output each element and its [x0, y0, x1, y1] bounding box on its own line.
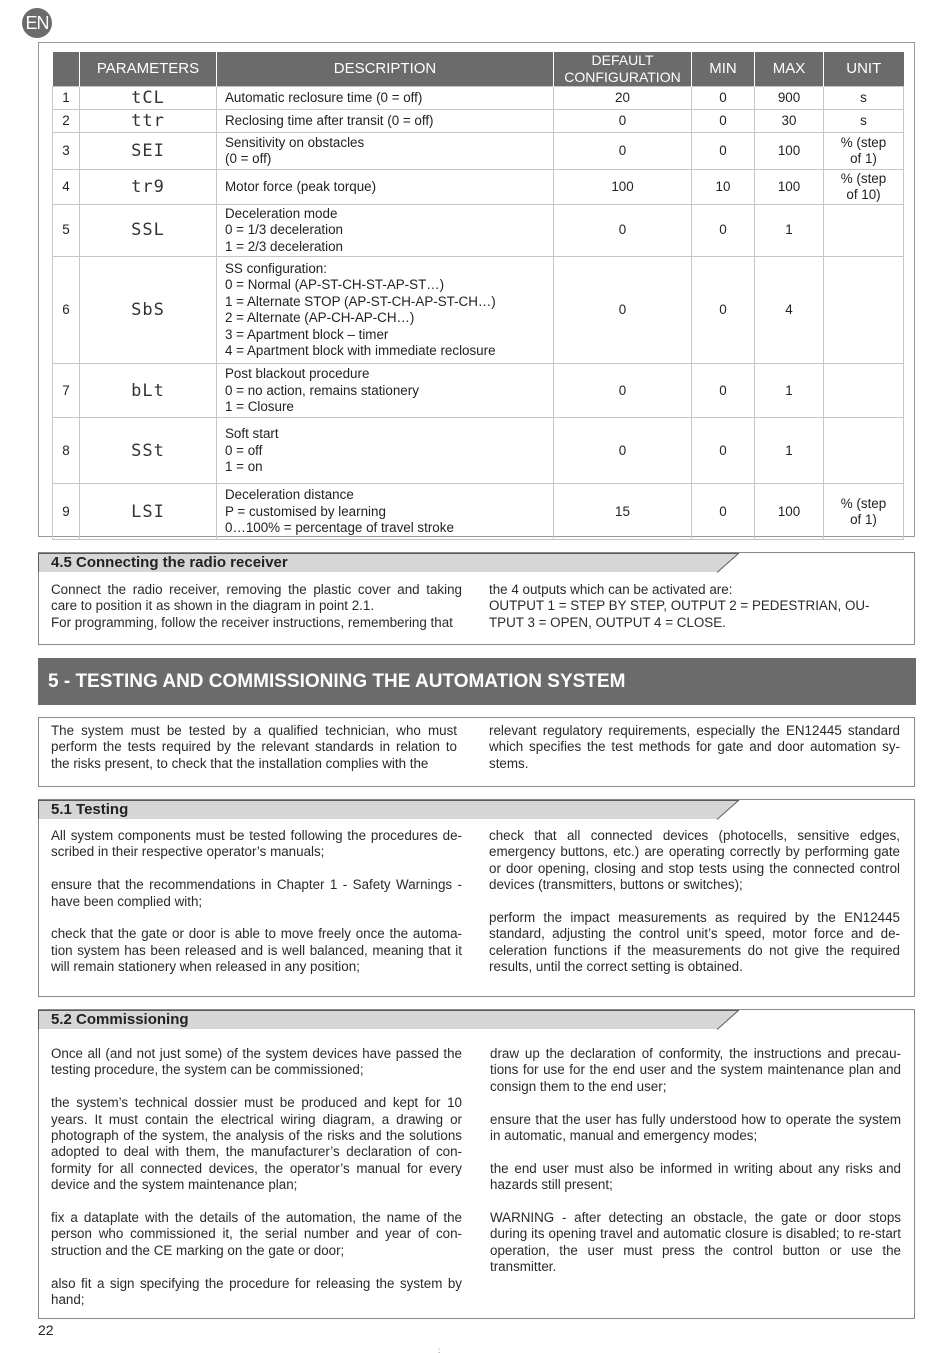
row-number: 7: [53, 364, 80, 418]
unit-value: s: [824, 110, 904, 133]
default-value: 0: [554, 364, 692, 418]
paragraph: perform the impact measurements as required by the EN12445 standard, adjusting the control unit’s speed, motor force and de-celeration functions if the measurements do not give the required results, until the correct setting is obtained.: [489, 910, 900, 975]
min-value: 0: [692, 110, 755, 133]
header-unit: UNIT: [824, 52, 904, 87]
row-number: 9: [53, 484, 80, 540]
paragraph: fix a dataplate with the details of the automation, the name of the person who commissioned it, the serial number and year of con-struction and the CE marking on the gate or door;: [51, 1210, 462, 1258]
min-value: 0: [692, 133, 755, 170]
max-value: 100: [755, 484, 824, 540]
section-4-5-left-text: Connect the radio receiver, removing the plastic cover and taking care to position it as shown in the diagram in point 2.1. For programming, follow the receiver instructions, remembering that: [51, 582, 462, 630]
parameter-code: SSL: [80, 205, 217, 257]
row-number: 3: [53, 133, 80, 170]
parameter-code: ttr: [80, 110, 217, 133]
row-number: 5: [53, 205, 80, 257]
parameter-description: Reclosing time after transit (0 = off): [217, 110, 554, 133]
row-number: 6: [53, 257, 80, 364]
table-row: [53, 110, 904, 133]
default-value: 0: [554, 418, 692, 484]
default-value: 100: [554, 170, 692, 205]
section-5-1-right-text: [489, 828, 900, 976]
paragraph: draw up the declaration of conformity, the instructions and precau-tions for use for the end user and the system maintenance plan and consign them to the end user;: [490, 1046, 901, 1094]
paragraph: check that the gate or door is able to move freely once the automa-tion system has been released and is well balanced, meaning that it will remain stationery when released in any position;: [51, 926, 462, 975]
parameter-description: Automatic reclosure time (0 = off): [217, 87, 554, 110]
parameter-description: Motor force (peak torque): [217, 170, 554, 205]
table-row: [53, 170, 904, 205]
section-5-1-title: 5.1 Testing: [51, 801, 129, 818]
min-value: 0: [692, 484, 755, 540]
row-number: 1: [53, 87, 80, 110]
paragraph: the end user must also be informed in writing about any risks and hazards still present;: [490, 1160, 901, 1193]
language-badge: EN: [22, 8, 52, 38]
max-value: 1: [755, 364, 824, 418]
parameter-description: Soft start 0 = off 1 = on: [217, 418, 554, 484]
table-row: [53, 484, 904, 540]
parameters-table: [52, 52, 904, 540]
min-value: 0: [692, 205, 755, 257]
section-5-banner: 5 - TESTING AND COMMISSIONING THE AUTOMATION SYSTEM: [38, 658, 916, 705]
parameter-code: tCL: [80, 87, 217, 110]
default-value: 0: [554, 110, 692, 133]
section-5-1-left-text: [51, 828, 462, 976]
default-value: 0: [554, 257, 692, 364]
section-4-5-right-text: the 4 outputs which can be activated are: OUTPUT 1 = STEP BY STEP, OUTPUT 2 = PEDESTRIAN, OU-TPUT 3 = OPEN, OUTPUT 4 = CLOSE.: [489, 582, 870, 630]
heading-tab-edge: [717, 800, 740, 820]
paragraph: Once all (and not just some) of the system devices have passed the testing procedure, the system can be commissioned;: [51, 1046, 462, 1078]
section-5-2-right-text: [490, 1046, 901, 1276]
parameter-description: Sensitivity on obstacles (0 = off): [217, 133, 554, 170]
parameter-code: SSt: [80, 418, 217, 484]
paragraph: WARNING - after detecting an obstacle, the gate or door stops during its opening travel and automatic closure is disabled; to re-start operation, the user must press the control button or use the transmitter.: [490, 1210, 901, 1275]
unit-value: % (step of 1): [824, 133, 904, 170]
footer-mark: :: [438, 1346, 441, 1353]
paragraph: ensure that the recommendations in Chapter 1 - Safety Warnings - have been complied with;: [51, 877, 462, 909]
section-5-right-text: relevant regulatory requirements, especially the EN12445 standard which specifies the test methods for gate and door automation sy-stems.: [489, 723, 900, 771]
unit-value: s: [824, 87, 904, 110]
max-value: 30: [755, 110, 824, 133]
min-value: 0: [692, 87, 755, 110]
paragraph: also fit a sign specifying the procedure for releasing the system by hand;: [51, 1275, 462, 1308]
max-value: 1: [755, 205, 824, 257]
max-value: 100: [755, 170, 824, 205]
parameter-code: tr9: [80, 170, 217, 205]
max-value: 900: [755, 87, 824, 110]
paragraph: the system’s technical dossier must be produced and kept for 10 years. It must contain the electrical wiring diagram, a drawing or photograph of the system, the analysis of the risks and the solutions adopted to deal with them, the manufacturer’s declaration of con-formity for all connected devices, the operator’s manual for every device and the system maintenance plan;: [51, 1095, 462, 1193]
section-5-2-title: 5.2 Commissioning: [51, 1011, 189, 1028]
section-4-5-title: 4.5 Connecting the radio receiver: [51, 554, 288, 571]
paragraph: All system components must be tested following the procedures de-scribed in their respective operator’s manuals;: [51, 828, 462, 860]
table-row: [53, 364, 904, 418]
unit-value: % (step of 1): [824, 484, 904, 540]
parameter-code: SEI: [80, 133, 217, 170]
unit-value: [824, 418, 904, 484]
row-number: 8: [53, 418, 80, 484]
unit-value: % (step of 10): [824, 170, 904, 205]
min-value: 0: [692, 364, 755, 418]
parameter-description: SS configuration: 0 = Normal (AP-ST-CH-ST-AP-ST…) 1 = Alternate STOP (AP-ST-CH-AP-ST-CH…) 2 = Alternate (AP-CH-AP-CH…) 3 = Apartment block – timer 4 = Apartment block with immediate reclosure: [217, 257, 554, 364]
default-value: 0: [554, 205, 692, 257]
unit-value: [824, 257, 904, 364]
table-row: [53, 205, 904, 257]
header-parameters: PARAMETERS: [80, 52, 217, 87]
parameter-code: SbS: [80, 257, 217, 364]
unit-value: [824, 364, 904, 418]
heading-tab-edge: [717, 553, 740, 573]
paragraph: ensure that the user has fully understood how to operate the system in automatic, manual and emergency modes;: [490, 1111, 901, 1144]
unit-value: [824, 205, 904, 257]
parameter-code: LSI: [80, 484, 217, 540]
max-value: 1: [755, 418, 824, 484]
page-number: 22: [38, 1322, 54, 1338]
section-5-left-text: The system must be tested by a qualified technician, who must perform the tests required by the relevant standards in relation to the risks present, to check that the installation complies with the: [51, 723, 457, 771]
parameter-description: Deceleration distance P = customised by learning 0…100% = percentage of travel stroke: [217, 484, 554, 540]
table-row: [53, 133, 904, 170]
default-value: 0: [554, 133, 692, 170]
default-value: 20: [554, 87, 692, 110]
table-row: [53, 87, 904, 110]
header-max: MAX: [755, 52, 824, 87]
min-value: 0: [692, 418, 755, 484]
parameter-code: bLt: [80, 364, 217, 418]
max-value: 4: [755, 257, 824, 364]
section-5-2-heading: [38, 1010, 718, 1029]
max-value: 100: [755, 133, 824, 170]
header-default-configuration: DEFAULT CONFIGURATION: [554, 52, 692, 87]
table-row: [53, 257, 904, 364]
row-number: 2: [53, 110, 80, 133]
paragraph: check that all connected devices (photocells, sensitive edges, emergency buttons, etc.) are operating correctly by performing gate or door opening, closing and stop tests using the connected control devices (transmitters, buttons or switches);: [489, 828, 900, 893]
section-5-1-heading: [38, 800, 718, 819]
table-header-row: [53, 52, 904, 87]
header-num: [53, 52, 80, 87]
section-5-2-left-text: [51, 1046, 462, 1308]
parameter-description: Post blackout procedure 0 = no action, remains stationery 1 = Closure: [217, 364, 554, 418]
parameter-description: Deceleration mode 0 = 1/3 deceleration 1 = 2/3 deceleration: [217, 205, 554, 257]
default-value: 15: [554, 484, 692, 540]
min-value: 0: [692, 257, 755, 364]
header-description: DESCRIPTION: [217, 52, 554, 87]
header-min: MIN: [692, 52, 755, 87]
table-row: [53, 418, 904, 484]
row-number: 4: [53, 170, 80, 205]
heading-tab-edge: [717, 1010, 740, 1030]
section-4-5-heading: [38, 553, 718, 572]
min-value: 10: [692, 170, 755, 205]
